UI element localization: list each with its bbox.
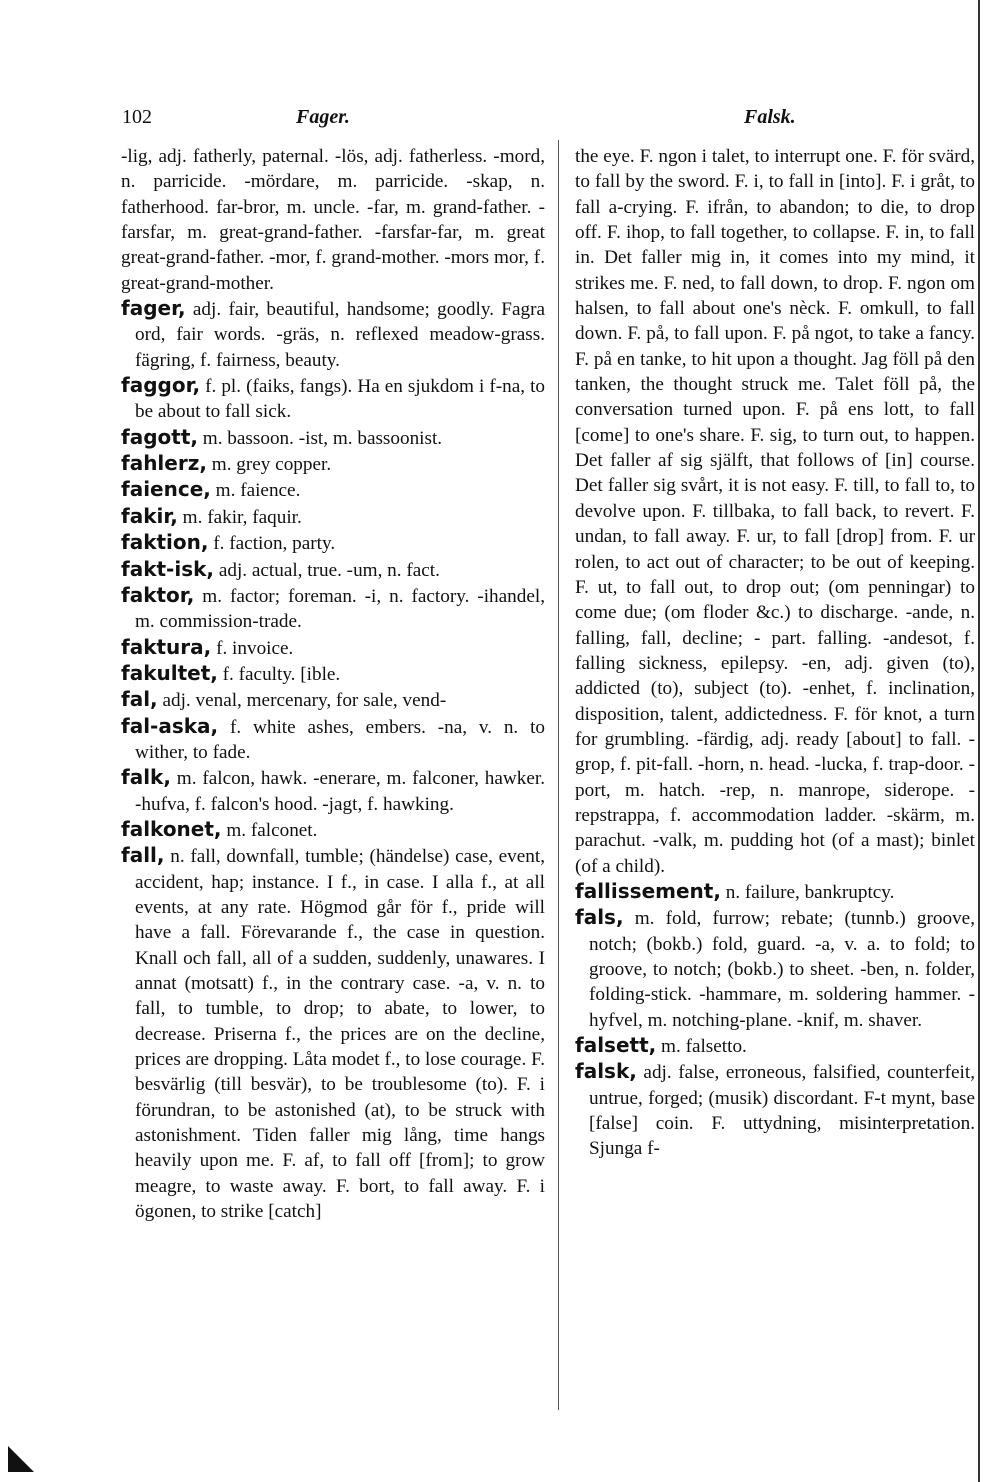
entry-fal: fal, adj. venal, mercenary, for sale, vend- bbox=[121, 687, 447, 712]
entry-fallissement: fallissement, n. failure, bankruptcy. bbox=[575, 878, 895, 903]
headword: faktura, bbox=[121, 634, 212, 659]
headword: faktor, bbox=[121, 582, 195, 607]
headword: fahlerz, bbox=[121, 451, 207, 476]
headword: faience, bbox=[121, 477, 211, 502]
entry-falsett: falsett, m. falsetto. bbox=[575, 1033, 747, 1058]
headword: falsett, bbox=[575, 1033, 657, 1058]
headword: fakultet, bbox=[121, 660, 218, 685]
headword: fal-aska, bbox=[121, 713, 219, 738]
entry-fakultet: fakultet, f. faculty. [ible. bbox=[121, 660, 341, 685]
entry-falkonet: falkonet, m. falconet. bbox=[121, 816, 318, 841]
entry-faggor: faggor, f. pl. (faiks, fangs). Ha en sjukdom i f-na, to be about to fall sick. bbox=[121, 373, 545, 423]
entry-fall-continued: the eye. F. ngon i talet, to interrupt one. F. för svärd, to fall by the sword. F. i, to fall in [into]. F. i gråt, to fall a-crying. F. ifrån, to abandon; to die, to drop off. F. ihop, to fall together, to collapse. F. in, to fall in. Det faller mig in, it comes into my mind, it strikes me. F. ned, to fall down, to drop. F. ngon om halsen, to fall about one's nèck. F. omkull, to fall down. F. på, to fall upon. F. på ngot, to take a fancy. F. på en tanke, to hit upon a thought. Jag föll på den tanken, the thought struck me. Talet föll på, the conversation turned upon. F. på ens lott, to fall [come] to one's share. F. sig, to turn out, to happen. Det faller af sig själft, that follows of [in] course. Det faller sig svårt, it is not easy. F. till, to fall to, to devolve upon. F. tillbaka, to fall back, to revert. F. undan, to fall away. F. ur, to fall [drop] from. F. ur rolen, to act out of character; to be out of keeping. F. ut, to fall out, to drop out; (om penningar) to come due; (om floder &c.) to discharge. -ande, n. falling, fall, decline; - part. falling. -andesot, f. falling sickness, epilepsy. -en, adj. given (to), addicted (to), subject (to). -enhet, f. inclination, disposition, talent, addictedness. F. för knot, a turn for grumbling. -färdig, adj. ready [about] to fall. -grop, f. pit-fall. -horn, n. head. -lucka, f. trap-door. -port, m. hatch. -rep, n. manrope, siderope. -repstrappa, f. accommodation ladder. -skärm, m. parachut. -valk, m. pudding hot (of a mast); binlet (of a child). bbox=[575, 146, 975, 877]
headword: falsk, bbox=[575, 1059, 637, 1084]
left-column bbox=[121, 144, 545, 1224]
headword: falkonet, bbox=[121, 816, 222, 841]
entry-fakir: fakir, m. fakir, faquir. bbox=[121, 503, 302, 528]
headword: fal, bbox=[121, 687, 158, 712]
entry-lig: -lig, adj. fatherly, paternal. -lös, adj. fatherless. -mord, n. parricide. -mördare, m. parricide. -skap, n. fatherhood. far-bror, m. uncle. -far, m. grand-father. -farsfar, m. great-grand-father. -farsfar-far, m. great great-grand-father. -mor, f. grand-mother. -mors mor, f. great-grand-mother. bbox=[121, 146, 545, 294]
entry-fagott: fagott, m. bassoon. -ist, m. bassoonist. bbox=[121, 424, 443, 449]
headword: fals, bbox=[575, 905, 624, 930]
entry-faience: faience, m. faience. bbox=[121, 477, 301, 502]
left-guide-word: Fager. bbox=[296, 106, 350, 128]
corner-marker bbox=[8, 1446, 34, 1472]
headword: faktion, bbox=[121, 530, 209, 555]
headword: fallissement, bbox=[575, 878, 721, 903]
page-header bbox=[122, 106, 978, 136]
column-divider bbox=[558, 140, 559, 1410]
headword: fakir, bbox=[121, 503, 178, 528]
entry-faktion: faktion, f. faction, party. bbox=[121, 530, 336, 555]
page-number: 102 bbox=[122, 106, 152, 128]
headword: falk, bbox=[121, 765, 171, 790]
entry-fakt-isk: fakt-isk, adj. actual, true. -um, n. fact. bbox=[121, 556, 440, 581]
entry-fal-aska: fal-aska, f. white ashes, embers. -na, v. n. to wither, to fade. bbox=[121, 713, 545, 763]
entry-fager: fager, adj. fair, beautiful, handsome; goodly. Fagra ord, fair words. -gräs, n. reflexed meadow-grass. fägring, f. fairness, beauty. bbox=[121, 296, 545, 371]
entry-fals: fals, m. fold, furrow; rebate; (tunnb.) groove, notch; (bokb.) fold, guard. -a, v. a. to fold; to groove, to notch; (bokb.) to sheet. -ben, n. folder, folding-stick. -hammare, m. soldering hammer. -hyfvel, m. notching-plane. -knif, m. shaver. bbox=[575, 905, 975, 1031]
entry-fahlerz: fahlerz, m. grey copper. bbox=[121, 451, 332, 476]
headword: fagott, bbox=[121, 424, 198, 449]
entry-faktor: faktor, m. factor; foreman. -i, n. factory. -ihandel, m. commission-trade. bbox=[121, 582, 545, 633]
right-column bbox=[575, 144, 975, 1162]
entry-falk: falk, m. falcon, hawk. -enerare, m. falconer, hawker. -hufva, f. falcon's hood. -jagt, f. hawking. bbox=[121, 765, 545, 815]
right-guide-word: Falsk. bbox=[744, 106, 796, 128]
headword: fakt-isk, bbox=[121, 556, 215, 581]
page-edge bbox=[978, 0, 980, 1482]
headword: faggor, bbox=[121, 373, 201, 398]
headword: fager, bbox=[121, 296, 186, 321]
entry-fall: fall, n. fall, downfall, tumble; (händelse) case, event, accident, hap; instance. I f., in case. I alla f., at all events, at any rate. Högmod går för f., pride will have a fall. Förevarande f., the case in question. Knall och fall, all of a sudden, suddenly, unawares. I annat (motsatt) f., in the contrary case. -a, v. n. to fall, to tumble, to drop; to abate, to lower, to decrease. Priserna f., the prices are on the decline, prices are dropping. Låta modet f., to lose courage. F. besvärlig (till besvär), to be troublesome (to). F. i förundran, to be astonished (at), to be struck with astonishment. Tiden faller mig lång, time hangs heavily upon me. F. af, to fall off [from]; to grow meagre, to waste away. F. bort, to fall away. F. i ögonen, to strike [catch] bbox=[121, 843, 545, 1223]
entry-faktura: faktura, f. invoice. bbox=[121, 634, 294, 659]
headword: fall, bbox=[121, 843, 165, 868]
entry-falsk: falsk, adj. false, erroneous, falsified, counterfeit, untrue, forged; (musik) discordant. F-t mynt, base [false] coin. F. uttydning, misinterpretation. Sjunga f- bbox=[575, 1059, 975, 1160]
